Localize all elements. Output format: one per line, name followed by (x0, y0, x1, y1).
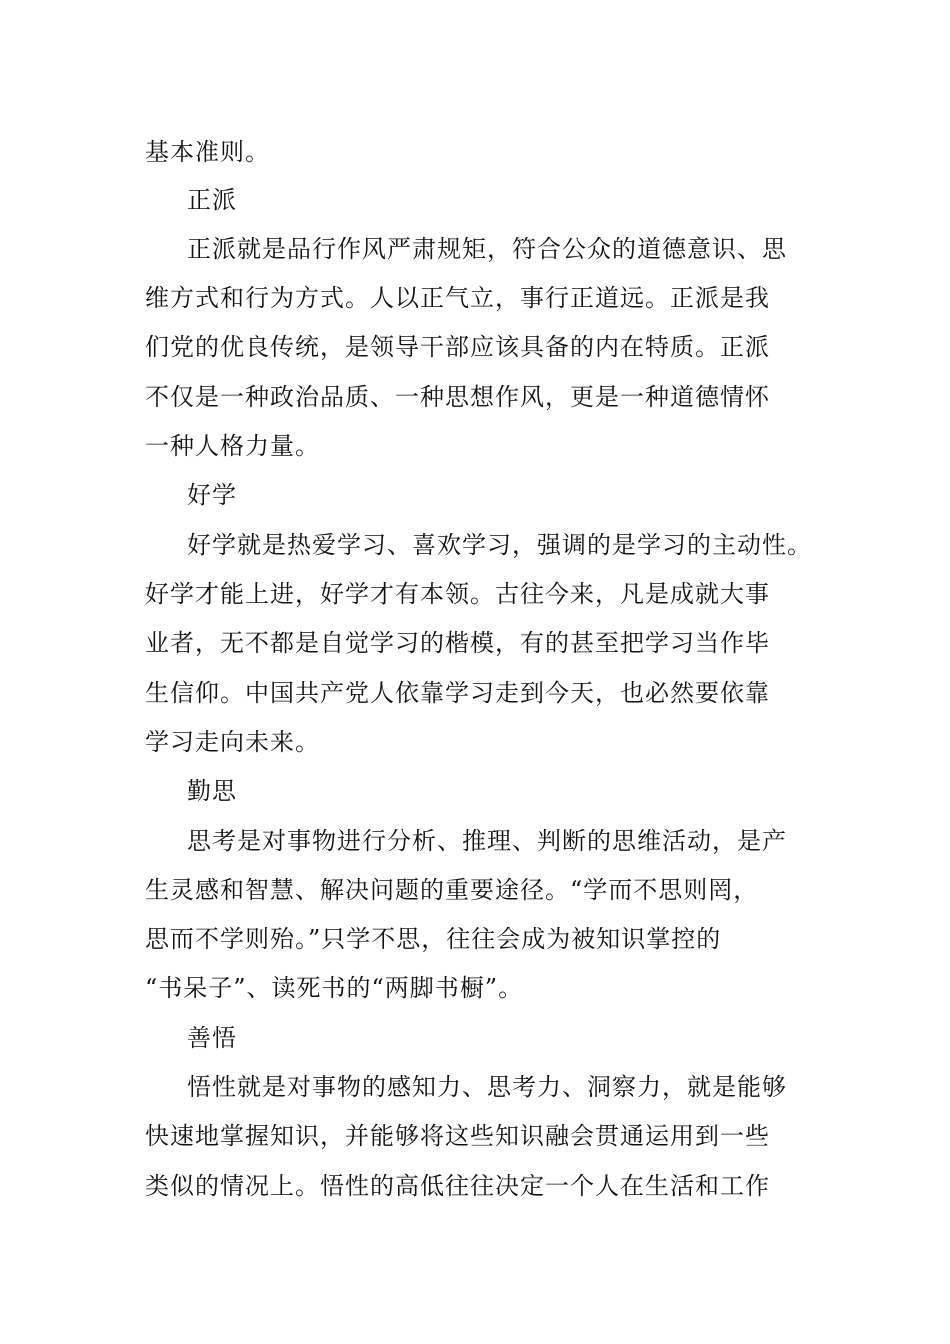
text-line: 不仅是一种政治品质、一种思想作风，更是一种道德情怀 (145, 383, 770, 411)
text-line: 们党的优良传统，是领导干部应该具备的内在特质。正派 (145, 333, 770, 361)
text-line: “书呆子”、读死书的“两脚书橱”。 (145, 974, 524, 1002)
section-heading-zhengpai: 正派 (187, 186, 237, 214)
text-line: 思而不学则殆。”只学不思，往往会成为被知识掌控的 (145, 925, 722, 953)
text-line: 一种人格力量。 (145, 432, 320, 460)
text-line: 生灵感和智慧、解决问题的重要途径。“学而不思则罔， (145, 876, 759, 904)
paragraph-first-line: 正派就是品行作风严肃规矩，符合公众的道德意识、思 (187, 235, 787, 263)
text-line: 学习走向未来。 (145, 728, 320, 756)
section-heading-qinsi: 勤思 (187, 777, 237, 805)
section-heading-shanwu: 善悟 (187, 1024, 237, 1052)
paragraph-first-line: 好学就是热爱学习、喜欢学习，强调的是学习的主动性。 (187, 531, 812, 559)
text-line: 维方式和行为方式。人以正气立，事行正道远。正派是我 (145, 284, 770, 312)
paragraph-first-line: 悟性就是对事物的感知力、思考力、洞察力，就是能够 (187, 1073, 787, 1101)
paragraph-first-line: 思考是对事物进行分析、推理、判断的思维活动，是产 (187, 827, 787, 855)
text-line: 快速地掌握知识，并能够将这些知识融会贯通运用到一些 (145, 1122, 770, 1150)
text-line: 业者，无不都是自觉学习的楷模，有的甚至把学习当作毕 (145, 629, 770, 657)
text-line: 好学才能上进，好学才有本领。古往今来，凡是成就大事 (145, 580, 770, 608)
section-heading-haoxue: 好学 (187, 481, 237, 509)
text-line: 类似的情况上。悟性的高低往往决定一个人在生活和工作 (145, 1172, 770, 1200)
text-line: 基本准则。 (145, 138, 270, 166)
text-line: 生信仰。中国共产党人依靠学习走到今天，也必然要依靠 (145, 679, 770, 707)
